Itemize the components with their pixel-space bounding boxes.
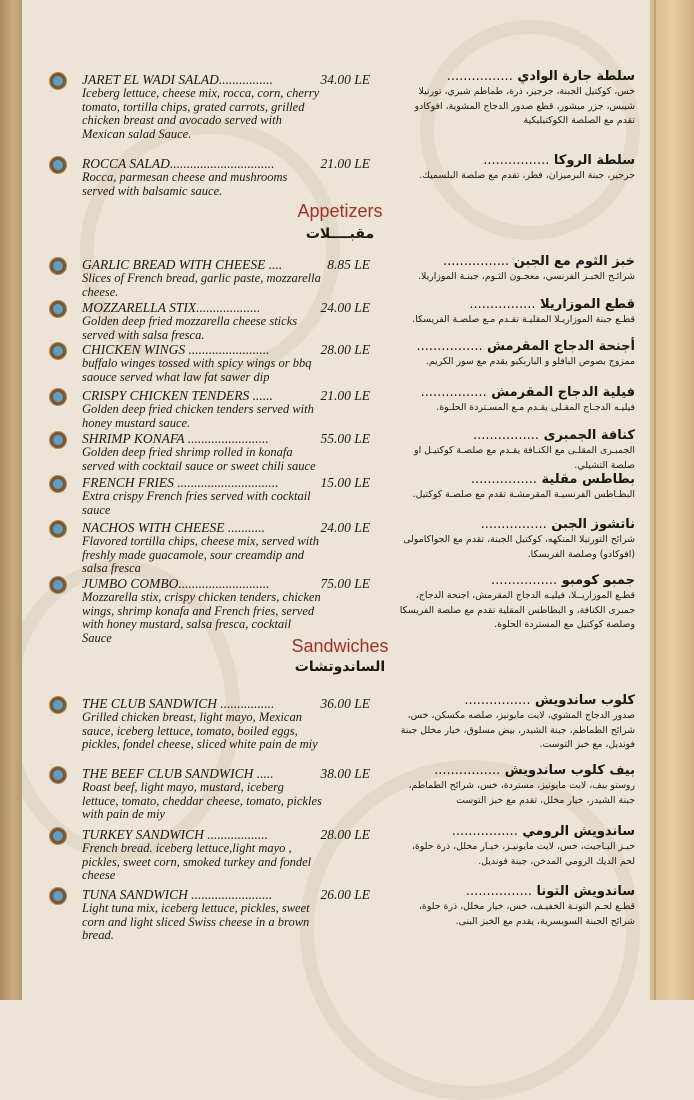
item-name-arabic: بطاطس مقلية (541, 472, 635, 487)
item-description-arabic: خس، كوكتيل الجبنة، جرجير، ذرة، طماطم شيري، تورتيلا شيبس، جزر ميشور، قطع صدور الدجاج المشوية، افوكادو تقدم مع الصلصة الكوكتيليكية (414, 86, 635, 126)
item-name-arabic: خبز الثوم مع الجبن (513, 254, 635, 269)
item-description-arabic: شرائـح الخبـز الفرنسي، معجـون الثـوم، جبنـة الموزاريلا. (418, 271, 635, 282)
item-name: FRENCH FRIES .............................. (82, 475, 279, 490)
dot-leader: ................ (480, 517, 547, 532)
item-description: French bread. iceberg lettuce,light mayo , pickles, sweet corn, smoked turkey and fondel cheese (82, 841, 312, 882)
bullet-icon (50, 767, 66, 783)
item-name: NACHOS WITH CHEESE ........... (82, 520, 265, 535)
menu-item-arabic (395, 472, 635, 503)
bullet-icon (50, 697, 66, 713)
dot-leader: ................ (443, 254, 510, 269)
item-name: GARLIC BREAD WITH CHEESE .... (82, 257, 283, 272)
item-price: 28.00 LE (320, 342, 370, 357)
dot-leader: ................ (464, 693, 531, 708)
item-price: 26.00 LE (320, 887, 370, 902)
item-name: THE CLUB SANDWICH ................ (82, 696, 275, 711)
item-name-arabic: فيلية الدجاج المقرمش (491, 385, 635, 400)
dot-leader: ................ (483, 153, 550, 168)
dot-leader: ................ (470, 472, 537, 487)
left-border (0, 0, 22, 1000)
item-description-arabic: الجمبـرى المقلـى مع الكنـافة يقـدم مع صلصـة كوكتيـل او صلصة التشيلي. (414, 445, 635, 471)
item-price: 28.00 LE (320, 827, 370, 842)
item-description: Mozzarella stix, crispy chicken tenders, chicken wings, shrimp konafa and French fries, served with honey mustard, salsa fresca, cocktail Sauce (82, 590, 321, 645)
item-description-arabic: ممزوج بصوص البافلو و الباربكيو يقدم مع سور الكريم. (425, 356, 635, 367)
bullet-icon (50, 389, 66, 405)
item-description: Rocca, parmesan cheese and mushrooms served with balsamic sauce. (82, 170, 288, 198)
item-description: Grilled chicken breast, light mayo, Mexican sauce, iceberg lettuce, tomato, boiled eggs, pickles, fondel cheese, sliced white pain de miy (82, 710, 318, 751)
bullet-icon (50, 157, 66, 173)
dot-leader: ................ (472, 428, 540, 443)
item-description: Golden deep fried chicken tenders served with honey mustard sauce. (82, 402, 314, 430)
dot-leader: ................ (420, 385, 487, 400)
section-title-sandwiches: Sandwiches (291, 636, 389, 656)
menu-item-arabic (395, 693, 635, 753)
item-price: 55.00 LE (320, 431, 370, 446)
decorative-pattern (300, 760, 640, 1100)
item-price: 75.00 LE (320, 576, 370, 591)
bullet-icon (50, 828, 66, 844)
menu-item-arabic (395, 153, 635, 184)
item-price: 15.00 LE (320, 475, 370, 490)
bullet-icon (50, 577, 66, 593)
menu-item-arabic (395, 763, 635, 808)
item-name-arabic: ساندويش الرومي (522, 824, 635, 839)
item-name-arabic: سلطة جارة الوادي (517, 69, 635, 84)
item-description-arabic: خبـز البـاجيت، خس، لايت مايونيـز، خيـار مخلل، ذرة حلوة، لحم الديك الرومي المدخن، جبنة فونديل. (411, 841, 635, 867)
bullet-icon (50, 521, 66, 537)
item-description: Golden deep fried shrimp rolled in konafa served with cocktail sauce or sweet chili sauce (82, 445, 316, 473)
item-description-arabic: جرجير، جبنة البرميزان، فطر، تقدم مع صلصة البلسميك. (419, 170, 635, 181)
bullet-icon (50, 432, 66, 448)
item-description-arabic: شرائح التورتيلا المنكهه، كوكتيل الجبنة، تقدم مع الجواكامولى (افوكادو) وصلصة الفريسكا. (403, 534, 635, 560)
menu-item-arabic (395, 385, 635, 416)
menu-item-arabic (395, 884, 635, 929)
menu-item-arabic (395, 517, 635, 562)
item-name-arabic: سلطة الروكا (553, 153, 635, 168)
item-description-arabic: روستو بيف، لايت مايونيز، مستردة، خس، شرائح الطماطم، جبنة الشيدر، خيار مخلل، تقدم مع خبز التوست (408, 780, 635, 806)
item-description: buffalo winges tossed with spicy wings or bbq saouce served what law fat sawer dip (82, 356, 312, 384)
item-name-arabic: قطع الموزاريلا (540, 297, 635, 312)
item-name: JUMBO COMBO........................... (82, 576, 270, 591)
dot-leader: ................ (416, 339, 483, 354)
item-price: 38.00 LE (320, 766, 370, 781)
item-price: 36.00 LE (320, 696, 370, 711)
bullet-icon (50, 258, 66, 274)
item-description-arabic: صدور الدجاج المشوي، لايت مايونيز، صلصه مكسكن، خس، شرائح الطماطم، جبنة الشيدر، بيض مسلوق، خيار مخلل جبنة فونديل، مع خبز التوست. (400, 710, 635, 750)
item-description: Extra crispy French fries served with cocktail sauce (82, 489, 311, 517)
item-description-arabic: قطـع جبنة الموزاريـلا المقليـة تقـدم مـع صلصـة الفريسكا. (412, 314, 635, 325)
item-price: 24.00 LE (320, 300, 370, 315)
item-description: Slices of French bread, garlic paste, mozzarella cheese. (82, 271, 321, 299)
menu-item-arabic (395, 573, 635, 633)
item-description: Flavored tortilla chips, cheese mix, served with freshly made guacamole, sour creamdip and salsa fresca (82, 534, 319, 575)
item-name: CRISPY CHICKEN TENDERS ...... (82, 388, 273, 403)
right-border (650, 0, 694, 1000)
item-price: 8.85 LE (327, 257, 370, 272)
section-title-appetizers: Appetizers (297, 201, 383, 221)
dot-leader: ................ (491, 573, 558, 588)
item-name: MOZZARELLA STIX................... (82, 300, 261, 315)
item-name-arabic: ناتشوز الجبن (551, 517, 635, 532)
section-title-appetizers-ar: مقبــــلات (305, 226, 375, 242)
item-description-arabic: قطـع لحـم التونـة الخفيـف، خس، خيار مخلل، ذرة حلوة، شرائح الجبنة السويسرية، يقدم مع الخبز البنى. (418, 901, 635, 927)
item-description-arabic: البطـاطس الفرنسيـة المقرمشـة تقدم مع صلصـة كوكتيل. (412, 489, 635, 500)
item-name: TUNA SANDWICH ........................ (82, 887, 273, 902)
menu-item-arabic (395, 428, 635, 473)
item-name-arabic: أجنحة الدجاج المقرمش (487, 339, 635, 354)
section-title-sandwiches-ar: الساندوتشات (294, 659, 386, 675)
menu-item-arabic (395, 824, 635, 869)
decorative-pattern (420, 20, 640, 240)
item-name-arabic: ساندويش التونا (536, 884, 635, 899)
item-description: Light tuna mix, iceberg lettuce, pickles, sweet corn and light sliced Swiss cheese in a brown bread. (82, 901, 310, 942)
dot-leader: ................ (465, 884, 532, 899)
bullet-icon (50, 476, 66, 492)
menu-item-arabic (395, 339, 635, 370)
item-name: TURKEY SANDWICH .................. (82, 827, 269, 842)
item-description-arabic: قطـع الموزاريــلا، فيليـه الدجاج المقرمش، اجنحة الدجاج، جمبرى الكنافة، و البطاطس المقلية تقدم مع صلصة الفريسكا وصلصة كوكتيل مع المستردة الحلوة. (399, 590, 635, 630)
bullet-icon (50, 73, 66, 89)
item-name: THE BEEF CLUB SANDWICH ..... (82, 766, 274, 781)
item-name-arabic: كنافة الجمبرى (543, 428, 635, 443)
item-description-arabic: فيليـه الدجـاج المقـلى يقـدم مـع المسـتردة الحلـوة. (436, 402, 635, 413)
bullet-icon (50, 343, 66, 359)
item-name: JARET EL WADI SALAD................ (82, 72, 273, 87)
item-name: CHICKEN WINGS ........................ (82, 342, 270, 357)
item-name-arabic: جمبو كومبو (561, 573, 635, 588)
item-name: ROCCA SALAD............................... (82, 156, 275, 171)
dot-leader: ................ (434, 763, 501, 778)
item-price: 21.00 LE (320, 156, 370, 171)
item-price: 24.00 LE (320, 520, 370, 535)
bullet-icon (50, 301, 66, 317)
item-name-arabic: كلوب ساندويش (534, 693, 635, 708)
dot-leader: ................ (451, 824, 518, 839)
item-description: Roast beef, light mayo, mustard, iceberg lettuce, tomato, cheddar cheese, tomato, pickles with pain de miy (82, 780, 322, 821)
menu-item-arabic (395, 69, 635, 129)
item-description: Iceberg lettuce, cheese mix, rocca, corn, cherry tomato, tortilla chips, grated carrots, grilled chicken breast and avocado served with Mexican salad Sauce. (82, 86, 320, 141)
item-price: 21.00 LE (320, 388, 370, 403)
dot-leader: ................ (469, 297, 536, 312)
menu-item-arabic (395, 297, 635, 328)
item-name-arabic: بيف كلوب ساندويش (504, 763, 635, 778)
item-name: SHRIMP KONAFA ........................ (82, 431, 269, 446)
item-price: 34.00 LE (320, 72, 370, 87)
item-description: Golden deep fried mozzarella cheese sticks served with salsa fresca. (82, 314, 298, 342)
dot-leader: ................ (446, 69, 513, 84)
menu-item-arabic (395, 254, 635, 285)
bullet-icon (50, 888, 66, 904)
